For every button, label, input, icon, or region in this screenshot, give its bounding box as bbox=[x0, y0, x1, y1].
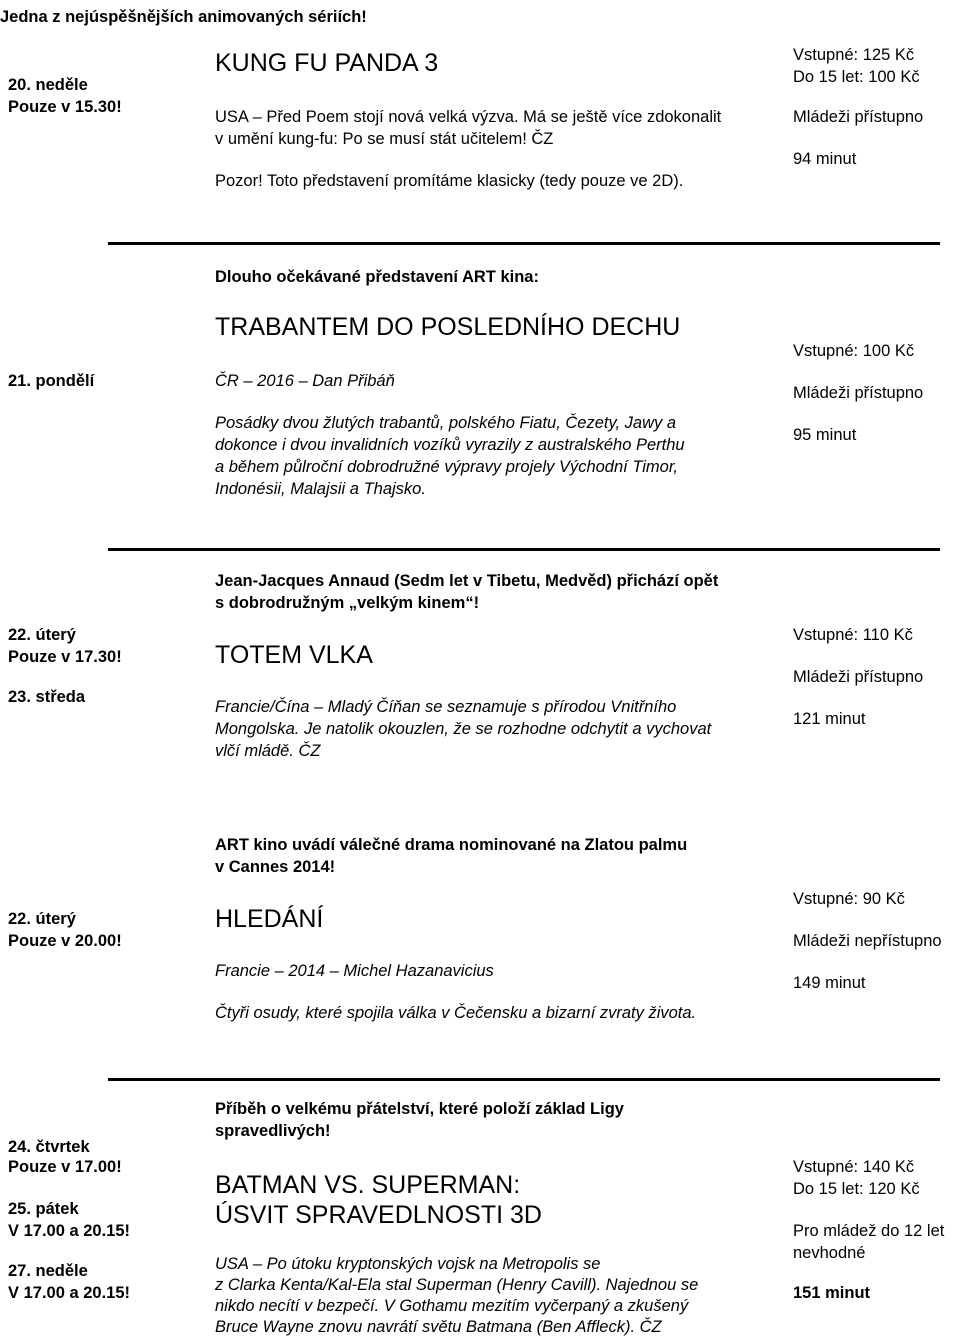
event-audience: Mládeži přístupno bbox=[793, 108, 924, 126]
event-intro: Dlouho očekávané představení ART kina: bbox=[215, 268, 539, 286]
event-duration: 151 minut bbox=[793, 1284, 871, 1302]
event-price: Vstupné: 90 Kč bbox=[793, 890, 905, 908]
event-duration: 94 minut bbox=[793, 150, 857, 168]
event-day: 24. čtvrtek bbox=[8, 1138, 90, 1156]
event-description: Posádky dvou žlutých trabantů, polského Fiatu, Čezety, Jawy a dokonce i dvou invalidních vozíků vyrazily z australského Perthu a během půlroční dobrodružné výpravy projely Východní Timor, Indonésii, Malajsii a Thajsko. bbox=[215, 414, 685, 498]
event-intro: Jednа z nejúspěšnějších animovaných sériích! bbox=[0, 8, 367, 26]
event-time: Pouze v 15.30! bbox=[8, 98, 122, 116]
event-time: Pouze v 17.30! bbox=[8, 648, 122, 666]
event-price: Vstupné: 110 Kč bbox=[793, 626, 913, 644]
event-time-3: V 17.00 a 20.15! bbox=[8, 1284, 131, 1302]
event-duration: 95 minut bbox=[793, 426, 857, 444]
event-title: BATMAN VS. SUPERMAN: ÚSVIT SPRAVEDLNOSTI 3D bbox=[215, 1171, 542, 1229]
event-day-2: 25. pátek bbox=[8, 1200, 79, 1218]
event-duration: 121 minut bbox=[793, 710, 866, 728]
event-credits: Francie – 2014 – Michel Hazanavicius bbox=[215, 962, 494, 980]
event-audience: Mládeži přístupno bbox=[793, 384, 924, 402]
event-credits: ČR – 2016 – Dan Přibáň bbox=[215, 372, 395, 390]
event-time: Pouze v 17.00! bbox=[8, 1158, 122, 1176]
event-title: TOTEM VLKA bbox=[215, 641, 373, 669]
event-price-child: Do 15 let: 100 Kč bbox=[793, 68, 920, 86]
event-audience: Mládeži nepřístupno bbox=[793, 932, 942, 950]
event-day-3: 27. neděle bbox=[8, 1262, 88, 1280]
event-title: HLEDÁNÍ bbox=[215, 905, 324, 933]
event-title: KUNG FU PANDA 3 bbox=[215, 49, 439, 77]
event-day: 21. pondělí bbox=[8, 372, 95, 390]
event-price-child: Do 15 let: 120 Kč bbox=[793, 1180, 920, 1198]
event-intro: Jean-Jacques Annaud (Sedm let v Tibetu, Medvěd) přichází opět s dobrodružným „velkým kinem“! bbox=[215, 572, 719, 612]
event-day: 22. úterý bbox=[8, 910, 76, 928]
section-divider bbox=[108, 242, 940, 245]
event-day-2: 23. středa bbox=[8, 688, 86, 706]
event-duration: 149 minut bbox=[793, 974, 866, 992]
event-note: Pozor! Toto představení promítáme klasicky (tedy pouze ve 2D). bbox=[215, 172, 684, 190]
event-description: USA – Po útoku kryptonských vojsk na Metropolis se z Clarka Kenta/Kal-Ela stal Superman (Henry Cavill). Najednou se nikdo necítí v bezpečí. V Gothamu mezitím vyčerpaný a zkušený Bruce Wayne znovu navrátí světu Batmana (Ben Affleck). ČZ bbox=[215, 1255, 699, 1336]
event-intro: Příběh o velkému přátelství, které položí základ Ligy spravedlivých! bbox=[215, 1100, 624, 1140]
event-intro: ART kino uvádí válečné drama nominované na Zlatou palmu v Cannes 2014! bbox=[215, 836, 688, 876]
event-price: Vstupné: 100 Kč bbox=[793, 342, 915, 360]
event-day: 20. neděle bbox=[8, 76, 88, 94]
event-price: Vstupné: 140 Kč bbox=[793, 1158, 915, 1176]
section-divider bbox=[108, 1078, 940, 1081]
event-description: Francie/Čína – Mladý Číňan se seznamuje s přírodou Vnitřního Mongolska. Je natolik okouzlen, že se rozhodne odchytit a vychovat vlčí mládě. ČZ bbox=[215, 698, 712, 760]
event-description: Čtyři osudy, které spojila válka v Čečensku a bizarní zvraty života. bbox=[215, 1004, 697, 1022]
event-time-2: V 17.00 a 20.15! bbox=[8, 1222, 131, 1240]
event-day: 22. úterý bbox=[8, 626, 76, 644]
section-divider bbox=[108, 548, 940, 551]
event-price: Vstupné: 125 Kč bbox=[793, 46, 915, 64]
event-audience: Mládeži přístupno bbox=[793, 668, 924, 686]
event-description: USA – Před Poem stojí nová velká výzva. Má se ještě více zdokonalit v umění kung-fu: Po se musí stát učitelem! ČZ bbox=[215, 108, 722, 148]
event-time: Pouze v 20.00! bbox=[8, 932, 122, 950]
event-audience: Pro mládež do 12 let nevhodné bbox=[793, 1222, 945, 1262]
event-title: TRABANTEM DO POSLEDNÍHO DECHU bbox=[215, 313, 681, 341]
